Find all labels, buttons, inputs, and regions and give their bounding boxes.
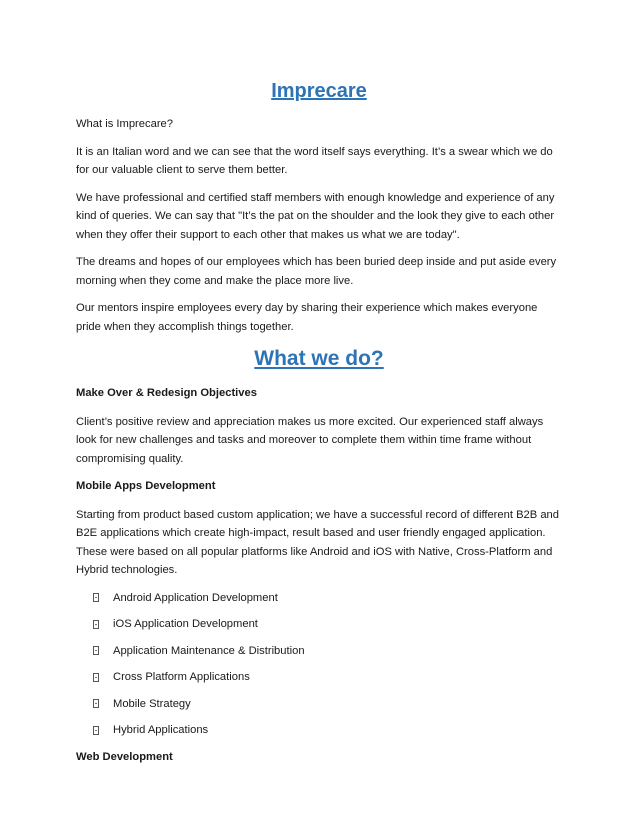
bullet-icon: [93, 699, 99, 708]
bullet-icon: [93, 726, 99, 735]
list-item-label: Cross Platform Applications: [113, 671, 250, 684]
intro-paragraph: Our mentors inspire employees every day by sharing their experience which makes everyone pride when they accomplish things together.: [76, 302, 538, 333]
intro-paragraph: The dreams and hopes of our employees which has been buried deep inside and put aside every morning when they come and make the place more live.: [76, 256, 557, 287]
list-item-label: iOS Application Development: [113, 618, 258, 631]
list-item: [93, 642, 562, 660]
intro-paragraph: It is an Italian word and we can see that the word itself says everything. It’s a swear which we do for our valuable client to serve them better.: [76, 145, 553, 176]
subheading-mobile-apps: Mobile Apps Development: [76, 480, 216, 492]
subheading-web-development: Web Development: [76, 751, 173, 764]
section-title-what-we-do: What we do?: [254, 347, 384, 370]
intro-question: What is Imprecare?: [76, 118, 173, 130]
list-item-label: Hybrid Applications: [113, 724, 209, 737]
list-item: [93, 589, 562, 607]
list-item-label: Application Maintenance & Distribution: [113, 644, 305, 657]
mobile-services-list: [76, 589, 562, 740]
list-item: [93, 721, 562, 739]
makeover-paragraph: Client’s positive review and appreciation makes us more excited. Our experienced staff always look for new challenges and tasks and moreover to complete them within time frame without compromising quality.: [76, 415, 544, 465]
list-item: [93, 668, 562, 686]
mobile-apps-paragraph: Starting from product based custom application; we have a successful record of different B2B and B2E applications which create high-impact, result based and user friendly engaged application. These were based on all popular platforms like Android and iOS with Native, Cross-Platform and Hybrid technologies.: [76, 508, 559, 576]
bullet-icon: [93, 620, 99, 629]
list-item-label: Android Application Development: [113, 591, 278, 604]
subheading-makeover: Make Over & Redesign Objectives: [76, 387, 257, 399]
bullet-icon: [93, 646, 99, 655]
intro-paragraph: We have professional and certified staff members with enough knowledge and experience of any kind of queries. We can say that "It’s the pat on the shoulder and the look they give to each other when they offer their support to each other that makes us what we are today".: [76, 191, 555, 241]
list-item: [93, 695, 562, 713]
bullet-icon: [93, 673, 99, 682]
list-item-label: Mobile Strategy: [113, 697, 191, 710]
page-title: Imprecare: [271, 80, 367, 102]
bullet-icon: [93, 593, 99, 602]
list-item: [93, 615, 562, 633]
